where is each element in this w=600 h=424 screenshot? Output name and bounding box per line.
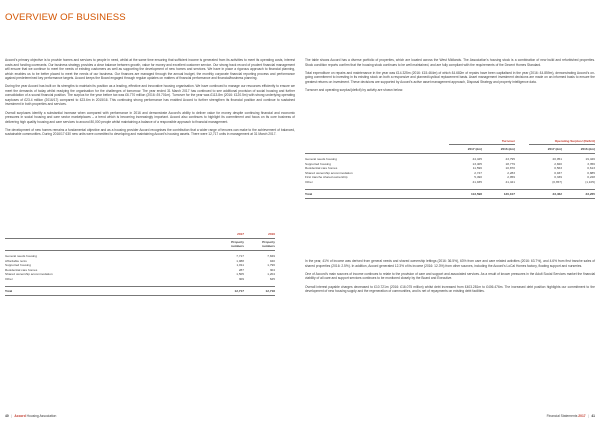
- left-paragraph-1: Accord’s primary objective is to provide homes and services to people in need, whilst at the same time ensuring that sufficient income is generated from its activities to meet its operating costs, interest costs and funding covenants. Our business strategy provides a clear balance between growth, value for money and excellent customer service. Our strong track record of prudent financial management will ensure that we continue to meet the needs of existing customers as well as supporting the development of new homes and services. We have in place a rigorous approach to financial planning, which enables us to be better placed to meet the needs of our business. Our finances are managed through the annual budget, the monthly corporate financial reporting process and performance against predetermined key performance targets. Accord keeps the Board engaged through regular updates on matters of financial performance and financial/business planning.: [5, 58, 295, 80]
- footer-left: [5, 414, 56, 418]
- turnover-2017: 44,425: [472, 157, 482, 162]
- surplus-2016: (1,105): [585, 179, 595, 184]
- page-title: OVERVIEW OF BUSINESS: [5, 12, 126, 23]
- row-value-2017: 287: [238, 267, 244, 272]
- surplus-group-header: Operating Surplus/ (Deficit): [529, 139, 595, 145]
- turnover-group-row: [305, 139, 595, 146]
- row-label: First tranche shared ownership: [305, 175, 348, 180]
- row-label: Residential care homes: [305, 166, 338, 171]
- turnover-2017: 5,490: [474, 175, 482, 180]
- surplus-year-2016: 2016 (£m): [580, 147, 595, 152]
- turnover-2016: 18,779: [505, 161, 515, 166]
- row-label: Other: [5, 276, 13, 281]
- total-surplus-2017: 23,462: [552, 192, 562, 197]
- turnover-table-body: [305, 154, 595, 189]
- turnover-2017: 13,405: [472, 161, 482, 166]
- row-label: General needs housing: [5, 254, 37, 259]
- turnover-2017: 2,747: [474, 170, 482, 175]
- total-turnover-2017: 113,598: [470, 192, 482, 197]
- total-value-2017: 12,717: [234, 289, 244, 294]
- turnover-2016: 2,283: [507, 170, 515, 175]
- row-label: Supported housing: [5, 263, 31, 268]
- stock-year-2017: 2017: [237, 232, 244, 236]
- turnover-year-2016: 2016 (£m): [500, 147, 515, 152]
- surplus-2017: 20,051: [552, 157, 562, 162]
- row-value-2017: 309: [238, 276, 244, 281]
- left-paragraph-3: Overall surpluses identify a substantial increase when compared with performance in 2016 and demonstrate Accord’s ability to deliver value for money despite continuing financial and economic pressures in social housing and care sector marketplaces – a trend which is becoming increasingly important. Accord also continues to highlight its commitment and focus on its core business of delivering high quality housing and care services to around 80,000 people whilst maintaining a balance of a responsible approach to financial management.: [5, 110, 295, 124]
- row-label: Shared ownership accommodation: [5, 272, 53, 277]
- footer-right: [547, 414, 595, 418]
- surplus-year-2017: 2017 (£m): [547, 147, 562, 152]
- page-number-left: 40: [5, 414, 9, 418]
- row-value-2016: 625: [269, 276, 275, 281]
- surplus-2016: 3,356: [587, 161, 595, 166]
- row-value-2017: 1,811: [236, 263, 244, 268]
- footer-separator: |: [588, 414, 589, 418]
- turnover-2017: 11,596: [472, 166, 482, 171]
- turnover-group-header: Turnover: [449, 139, 515, 145]
- right-lower-paragraph-2: One of Accord’s main sources of income continues to relate to the provision of care and support and associated services. As a result of known pressures in the Adult Social Services market the financial viability of all care and support services continues to be monitored closely by the Board and Executive.: [305, 271, 595, 281]
- surplus-2017: (0,357): [552, 179, 562, 184]
- surplus-2016: 0,885: [587, 170, 595, 175]
- right-paragraph-3: Turnover and operating surplus/(deficit) by activity are shown below:: [305, 88, 403, 93]
- stock-table-body: [5, 251, 275, 286]
- housing-stock-table: [5, 232, 275, 296]
- row-value-2016: 940: [269, 258, 275, 263]
- total-surplus-2016: 23,265: [585, 192, 595, 197]
- surplus-2017: 0,563: [554, 166, 562, 171]
- surplus-2017: 2,820: [554, 161, 562, 166]
- row-value-2016: 1,204: [267, 272, 275, 277]
- row-value-2016: 7,849: [267, 254, 275, 259]
- right-paragraph-1: The table shows Accord has a diverse portfolio of properties, which are located across the West Midlands. The Association’s housing stock is a combination of new build and refurbished properties. Stock condition reports confirm that the housing stock continues to be well maintained, and are fully compliant with the requirements of the Decent Homes Standard.: [305, 58, 595, 67]
- row-value-2016: 304: [269, 267, 275, 272]
- table-row: [305, 180, 595, 185]
- footer-doc-title: Financial Statements: [546, 414, 578, 418]
- total-turnover-2016: 120,107: [503, 192, 515, 197]
- footer-separator: |: [11, 414, 12, 418]
- surplus-2016: 0,228: [587, 175, 595, 180]
- right-paragraph-2: Total expenditure on repairs and maintenance in the year was £14.325m (2016: £15.464m) of which £4.682m of repairs have been capitalised in the year (2016: £4.859m), demonstrating Accord’s on-going commitment to investing in its existing stock on both a responsive and planned/cyclical replacement basis. Asset management investment decisions are made on an informed basis to ensure the greatest returns on investment. These decisions are supported by Accord’s active asset management approach, Disposal Strategy and property intelligence data.: [305, 70, 595, 84]
- stock-year-2016: 2016: [268, 232, 275, 236]
- right-lower-paragraph-1: In the year, 41% of income was derived from general needs and shared ownership lettings (2016: 36.5%), 63% from care and care related activities (2016: 63.7%), and 4.6% from first tranche sales of shared properties (2016: 2.5%). In addition, Accord generated 12.3% of its income (2016: 12.3%) from other sources, including the Accord’s LoCal Homes factory, floating support and nurseries.: [305, 259, 595, 268]
- row-value-2016: 1,796: [267, 263, 275, 268]
- turnover-2016: 43,795: [505, 157, 515, 162]
- table-row: [5, 277, 275, 282]
- surplus-2017: 0,339: [554, 175, 562, 180]
- row-value-2017: 1,088: [236, 258, 244, 263]
- row-value-2017: 1,505: [236, 272, 244, 277]
- turnover-surplus-table: [305, 139, 595, 199]
- row-label: Supported housing: [305, 161, 331, 166]
- row-label: Shared ownership accommodation: [305, 170, 353, 175]
- left-text-column: [5, 58, 295, 141]
- total-label: Total: [5, 289, 13, 294]
- row-label: Residential care homes: [5, 267, 38, 272]
- surplus-2017: 0,937: [554, 170, 562, 175]
- right-text-column: [305, 58, 595, 96]
- stock-col-header-2016: Property numbers: [261, 240, 275, 248]
- total-value-2016: 12,718: [265, 289, 275, 294]
- right-lower-paragraph-3: Overall interest payable charges decreased to £10.721m (2016: £16.075 million) whilst debt increased from £403.281m to £406.476m. The increased debt position highlights our commitment to the development of new housing supply and the regeneration of communities, and is net of repayments on existing debt facilities.: [305, 284, 595, 294]
- turnover-year-row: [305, 146, 595, 153]
- turnover-2017: 41,935: [472, 179, 482, 184]
- footer-year: 2017: [578, 414, 586, 418]
- left-paragraph-2: During the year Accord has built on its strengths to maintain its position as a leading, effective and innovative housing organisation. We have continued to manage our resources efficiently to ensure we meet the demands of today whilst readying the organisation for the challenges of tomorrow. The year ended 31 March 2017 has continued to see additional provision of social housing and further consolidation of a sound financial position. The surplus for the year before tax was £6.770 million (2016: £9.701m). Turnover for the year was £113.8m (2016: £120.5m) with strong underlying operating surpluses of £23.4 million (2016/17) compared to £23.6m in 2015/16. This continuing strong performance has enabled Accord to further strengthen its financial position and continue to sustained investment in both properties and services.: [5, 84, 295, 107]
- stock-col-header-2017: Property numbers: [230, 240, 244, 248]
- stock-table-header-row: [5, 239, 275, 251]
- surplus-2016: 19,426: [585, 157, 595, 162]
- row-label: General needs housing: [305, 157, 337, 162]
- page-number-right: 41: [591, 414, 595, 418]
- left-paragraph-4: The development of new homes remains a fundamental objective and as a housing provider Accord recognises the contribution that a wider range of tenures can make to the achievement of balanced, sustainable communities. During 2016/17 630 new units were committed to developing and maintaining Accord’s housing assets. There were 12,717 units in management at 31 March 2017.: [5, 127, 295, 137]
- turnover-year-2017: 2017 (£m): [467, 147, 482, 152]
- right-lower-text-column: [305, 259, 595, 297]
- stock-table-total-row: [5, 286, 275, 296]
- surplus-2016: 0,613: [587, 166, 595, 171]
- footer-brand: Accord: [14, 414, 26, 418]
- row-value-2017: 7,717: [236, 254, 244, 259]
- total-label: Total: [305, 192, 313, 197]
- row-label: Affordable rents: [5, 258, 27, 263]
- footer-org-text: Housing Association: [26, 414, 57, 418]
- turnover-total-row: [305, 189, 595, 199]
- turnover-2016: 41,421: [505, 179, 515, 184]
- turnover-2016: 2,959: [507, 175, 515, 180]
- turnover-2016: 10,870: [505, 166, 515, 171]
- row-label: Other: [305, 179, 313, 184]
